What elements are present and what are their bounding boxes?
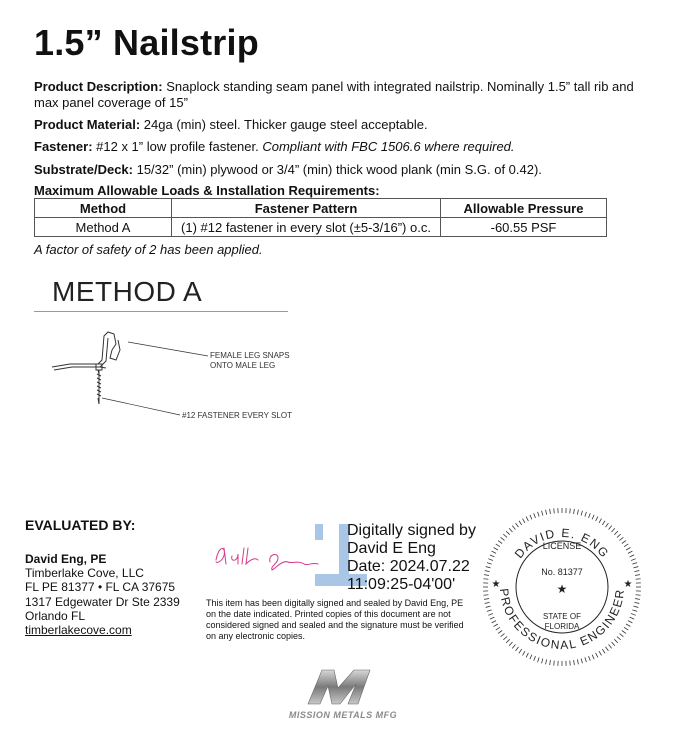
seal-tick (550, 509, 551, 514)
product-description-label: Product Description: (34, 79, 163, 94)
seal-tick (554, 661, 555, 666)
seal-tick (496, 627, 500, 630)
seal-tick (631, 559, 636, 561)
product-material-text: 24ga (min) steel. Thicker gauge steel acceptable. (140, 117, 428, 132)
seal-tick (488, 559, 493, 561)
seal-tick (512, 645, 515, 649)
seal-tick (490, 555, 495, 557)
seal-tick (614, 639, 618, 643)
seal-tick (503, 534, 507, 537)
handwritten-signature (208, 540, 328, 580)
snap-callout (210, 351, 290, 371)
seal-tick (634, 571, 639, 572)
seal-tick (523, 519, 526, 523)
method-heading: METHOD A (52, 276, 203, 307)
seal-tick (486, 567, 491, 568)
seal-tick (626, 624, 630, 627)
substrate-spec (34, 162, 659, 178)
seal-tick (484, 599, 489, 600)
seal-tick (487, 563, 492, 565)
seal-tick (488, 614, 493, 616)
seal-tick (516, 523, 519, 527)
seal-tick (509, 528, 512, 532)
engineer-name: David Eng, PE (25, 552, 107, 566)
seal-tick (589, 513, 591, 518)
seal-tick (635, 575, 640, 576)
mission-metals-logo (278, 660, 408, 722)
seal-tick (624, 627, 628, 630)
seal-tick (538, 657, 540, 662)
seal-license-label: LICENSE (542, 541, 582, 551)
snap-leader-line (128, 342, 208, 356)
seal-tick (516, 647, 519, 651)
seal-tick (574, 660, 575, 665)
digital-signature-date: Date: 2024.07.22 (347, 558, 470, 575)
table-row (35, 218, 607, 237)
seal-state-label: STATE OF (543, 612, 581, 621)
seal-tick (636, 595, 641, 596)
seal-tick (624, 544, 628, 547)
seal-tick (498, 541, 502, 544)
seal-tick (620, 634, 624, 637)
seal-tick (577, 510, 578, 515)
seal-tick (630, 555, 635, 557)
product-material (34, 117, 659, 133)
seal-tick (550, 660, 551, 665)
product-description-text: Snaplock standing seam panel with integrated nailstrip. Nominally 1.5” tall rib and max panel coverage of 15” (34, 79, 634, 110)
seal-tick (501, 634, 505, 637)
fastener-spec (34, 139, 659, 155)
seal-tick (622, 541, 626, 544)
seal-state-name: FLORIDA (544, 622, 580, 631)
seal-tick (609, 645, 612, 649)
seal-tick (503, 637, 507, 640)
seal-tick (592, 515, 594, 520)
seal-tick (542, 658, 543, 663)
seal-tick (605, 523, 608, 527)
seal-tick (526, 517, 528, 521)
seal-right-star-icon: ★ (623, 579, 633, 590)
seal-tick (490, 617, 495, 619)
fastener-label: Fastener: (34, 139, 93, 154)
seal-tick (599, 651, 602, 655)
seal-tick (620, 537, 624, 540)
seal-tick (534, 656, 536, 661)
seal-tick (617, 534, 621, 537)
fastener-text: #12 x 1” low profile fastener. (92, 139, 263, 154)
seal-tick (630, 617, 635, 619)
fastener-compliance-note: Compliant with FBC 1506.6 where required. (262, 139, 515, 154)
seal-tick (628, 621, 632, 623)
seal-tick (632, 563, 637, 565)
seal-left-star-icon: ★ (491, 579, 501, 590)
safety-factor-note: A factor of safety of 2 has been applied. (34, 242, 263, 257)
seal-tick (636, 579, 641, 580)
seal-tick (494, 624, 498, 627)
column-header-allowable-pressure: Allowable Pressure (441, 199, 607, 218)
engineer-company: Timberlake Cove, LLC (25, 566, 144, 580)
seal-tick (602, 521, 605, 525)
seal-tick (599, 519, 602, 523)
cell-method: Method A (35, 218, 172, 237)
seal-tick (538, 512, 540, 517)
logo-text: MISSION METALS MFG (288, 710, 398, 720)
seal-tick (506, 639, 510, 643)
cell-allowable-pressure: -60.55 PSF (441, 218, 607, 237)
engineer-city: Orlando FL (25, 609, 86, 623)
digital-signature-line2: David E Eng (347, 540, 436, 557)
seal-tick (614, 531, 618, 535)
seal-tick (570, 508, 571, 513)
seal-tick (581, 658, 582, 663)
seal-tick (492, 621, 496, 623)
seal-tick (633, 567, 638, 568)
seal-tick (554, 508, 555, 513)
seal-tick (546, 510, 547, 515)
evaluated-by-heading: EVALUATED BY: (25, 517, 136, 533)
seal-center-star-icon: ★ (556, 582, 568, 596)
seal-tick (483, 579, 488, 580)
seal-tick (530, 515, 532, 520)
loads-heading: Maximum Allowable Loads & Installation Requirements: (34, 183, 380, 198)
seal-tick (631, 614, 636, 616)
snap-callout-line2: ONTO MALE LEG (210, 361, 276, 370)
digital-signature-block (313, 522, 483, 594)
seal-tick (492, 551, 496, 553)
seal-tick (632, 610, 637, 612)
digital-signature-line1: Digitally signed by (347, 522, 476, 539)
signature-disclaimer: This item has been digitally signed and sealed by David Eng, PE on the date indicated. Printed copies of this document are not considered signed and sealed and the signature must be verified on any electronic copies. (206, 598, 464, 641)
seal-tick (534, 513, 536, 518)
fastener-callout: #12 FASTENER EVERY SLOT (182, 411, 292, 420)
engineer-address: 1317 Edgewater Dr Ste 2339 (25, 595, 180, 609)
seal-tick (509, 642, 512, 646)
seal-tick (498, 630, 502, 633)
seal-tick (494, 548, 498, 551)
seal-tick (596, 653, 598, 657)
cell-fastener-pattern: (1) #12 fastener in every slot (±5-3/16”) o.c. (172, 218, 441, 237)
seal-tick (585, 657, 587, 662)
seal-tick (602, 649, 605, 653)
seal-tick (512, 526, 515, 530)
seal-tick (635, 599, 640, 600)
table-header-row (35, 199, 607, 218)
seal-tick (526, 653, 528, 657)
seal-tick (487, 610, 492, 612)
panel-profile (52, 332, 116, 367)
seal-tick (546, 659, 547, 664)
seal-tick (486, 606, 491, 607)
column-header-fastener-pattern: Fastener Pattern (172, 199, 441, 218)
fastener-leader-line (102, 398, 180, 415)
seal-tick (634, 602, 639, 603)
seal-top-text: DAVID E. ENG (511, 525, 613, 561)
method-divider (34, 311, 288, 312)
professional-engineer-seal (480, 505, 644, 669)
seal-tick (501, 537, 505, 540)
seal-tick (519, 649, 522, 653)
seal-tick (596, 517, 598, 521)
product-description (34, 79, 659, 111)
seal-tick (484, 575, 489, 576)
seal-tick (581, 511, 582, 516)
seal-tick (628, 551, 632, 553)
seal-tick (483, 595, 488, 596)
seal-tick (574, 509, 575, 514)
seal-tick (617, 637, 621, 640)
page-title: 1.5” Nailstrip (34, 22, 259, 63)
seal-tick (485, 571, 490, 572)
seal-tick (542, 511, 543, 516)
seal-bottom-text: PROFESSIONAL ENGINEER (496, 587, 628, 653)
seal-tick (622, 630, 626, 633)
seal-license-number: No. 81377 (541, 567, 583, 577)
seal-tick (585, 512, 587, 517)
seal-tick (592, 655, 594, 660)
seal-tick (633, 606, 638, 607)
seal-tick (570, 661, 571, 666)
engineer-website-link[interactable]: timberlakecove.com (25, 623, 132, 637)
seal-tick (530, 655, 532, 660)
digital-signature-time: 11:09:25-04'00' (347, 576, 456, 593)
seal-tick (577, 659, 578, 664)
snap-callout-line1: FEMALE LEG SNAPS (210, 351, 290, 360)
substrate-label: Substrate/Deck: (34, 162, 133, 177)
column-header-method: Method (35, 199, 172, 218)
seal-tick (496, 544, 500, 547)
loads-table (34, 198, 607, 237)
seal-tick (519, 521, 522, 525)
seal-tick (612, 528, 615, 532)
logo-m-mark (308, 670, 370, 704)
seal-tick (506, 531, 510, 535)
substrate-text: 15/32” (min) plywood or 3/4” (min) thick wood plank (min S.G. of 0.42). (132, 162, 542, 177)
seal-tick (523, 651, 526, 655)
seal-tick (626, 548, 630, 551)
seal-tick (589, 656, 591, 661)
product-material-label: Product Material: (34, 117, 141, 132)
female-leg (110, 340, 120, 360)
seal-tick (485, 602, 490, 603)
seal-tick (605, 647, 608, 651)
seal-tick (612, 642, 615, 646)
engineer-licenses: FL PE 81377 • FL CA 37675 (25, 580, 176, 594)
seal-tick (609, 526, 612, 530)
